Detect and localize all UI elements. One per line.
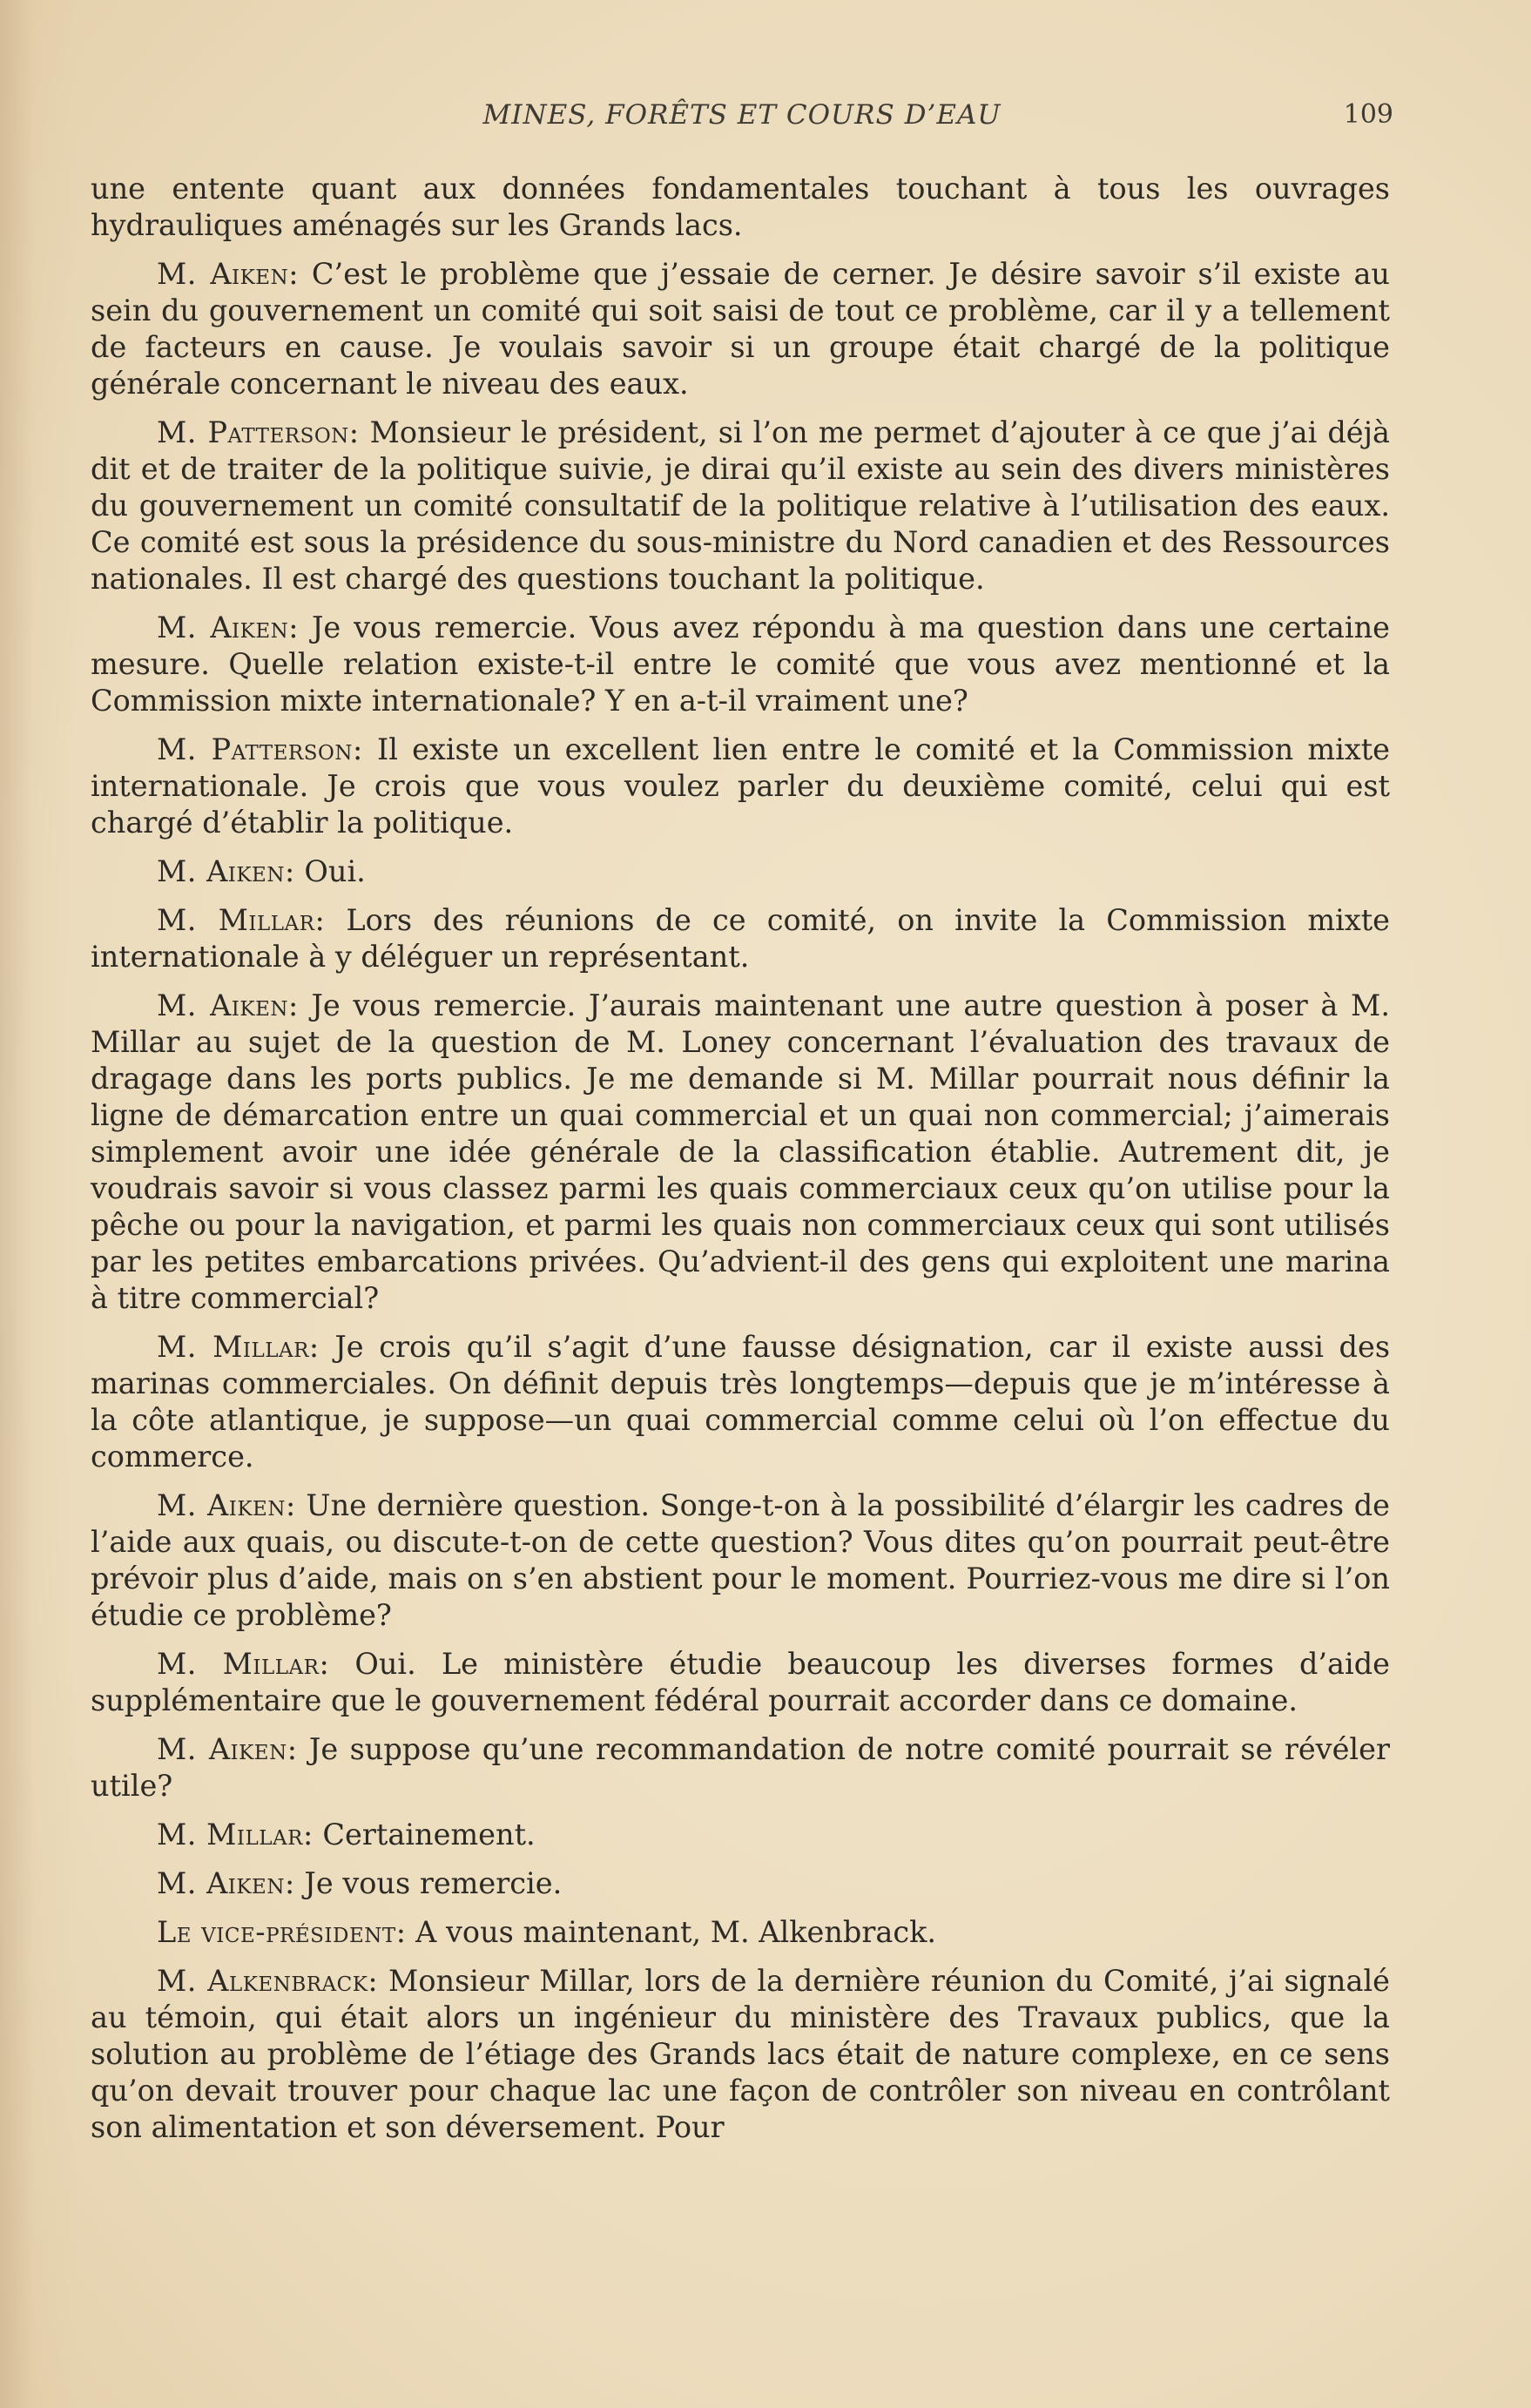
speaker-name: M. Millar: bbox=[157, 1818, 314, 1852]
running-title: MINES, FORÊTS ET COURS D’EAU bbox=[482, 99, 1002, 131]
paragraph-text: Lors des réunions de ce comité, on invite la Commission mixte internationale à y déléguer un représentant. bbox=[91, 903, 1390, 974]
paragraph-patterson bbox=[91, 415, 1390, 597]
paragraph-alkenbrack bbox=[91, 1963, 1390, 2146]
page-number: 109 bbox=[1343, 99, 1393, 130]
paragraph-text: Je crois qu’il s’agit d’une fausse désignation, car il existe aussi des marinas commerciales. On définit depuis très longtemps—depuis que je m’intéresse à la côte atlantique, je suppose—un quai commercial comme celui où l’on effectue du commerce. bbox=[91, 1330, 1391, 1474]
paragraph-aiken bbox=[91, 1731, 1390, 1804]
paragraph-patterson bbox=[91, 732, 1390, 841]
speaker-name: M. Aiken: bbox=[157, 610, 300, 644]
paragraph-text: Je vous remercie. bbox=[294, 1866, 563, 1900]
paragraph-aiken bbox=[91, 610, 1390, 719]
speaker-name: M. Millar: bbox=[157, 1647, 330, 1681]
paragraph-text: C’est le problème que j’essaie de cerner. Je désire savoir s’il existe au sein du gouvernement un comité qui soit saisi de tout ce problème, car il y a tellement de facteurs en cause. Je voulais savoir si un groupe était chargé de la politique générale concernant le niveau des eaux. bbox=[91, 257, 1390, 401]
speaker-name: M. Aiken: bbox=[157, 854, 295, 888]
paragraph-text: Il existe un excellent lien entre le comité et la Commission mixte internationale. Je crois que vous voulez parler du deuxième comité, celui qui est chargé d’établir la politique. bbox=[91, 732, 1390, 840]
paragraph-text: Je vous remercie. J’aurais maintenant une autre question à poser à M. Millar au sujet de la question de M. Loney concernant l’évaluation des travaux de dragage dans les ports publics. Je me demande si M. Millar pourrait nous définir la ligne de démarcation entre un quai commercial et un quai non commercial; j’aimerais simplement avoir une idée générale de la classification établie. Autrement dit, je voudrais savoir si vous classez parmi les quais commerciaux ceux qu’on utilise pour la pêche ou pour la navigation, et parmi les quais non commerciaux ceux qui sont utilisés par les petites embarcations privées. Qu’advient-il des gens qui exploitent une marina à titre commercial? bbox=[91, 988, 1390, 1315]
paragraph-aiken bbox=[91, 1865, 1390, 1902]
paragraph-text: Je suppose qu’une recommandation de notre comité pourrait se révéler utile? bbox=[91, 1732, 1390, 1803]
body-text bbox=[91, 171, 1390, 2158]
paragraph-text: Oui. Le ministère étudie beaucoup les diverses formes d’aide supplémentaire que le gouvernement fédéral pourrait accorder dans ce domaine. bbox=[91, 1647, 1390, 1717]
speaker-name: M. Millar: bbox=[157, 1330, 320, 1364]
speaker-name: M. Aiken: bbox=[157, 1488, 296, 1522]
paragraph-aiken bbox=[91, 988, 1390, 1317]
paragraph-text: une entente quant aux données fondamentales touchant à tous les ouvrages hydrauliques aménagés sur les Grands lacs. bbox=[91, 172, 1390, 242]
speaker-name: M. Aiken: bbox=[157, 257, 300, 291]
speaker-name: M. Patterson: bbox=[157, 732, 363, 766]
page-header bbox=[91, 94, 1393, 138]
paragraph-aiken bbox=[91, 853, 1390, 890]
paragraph-aiken bbox=[91, 1487, 1390, 1634]
paragraph-aiken bbox=[91, 256, 1390, 402]
paragraph-text: Une dernière question. Songe-t-on à la possibilité d’élargir les cadres de l’aide aux quais, ou discute-t-on de cette question? Vous dites qu’on pourrait peut-être prévoir plus d’aide, mais on s’en abstient pour le moment. Pourriez-vous me dire si l’on étudie ce problème? bbox=[91, 1488, 1391, 1632]
speaker-name: M. Alkenbrack: bbox=[157, 1964, 379, 1998]
paragraph-continuation bbox=[91, 171, 1390, 244]
speaker-name: M. Aiken: bbox=[157, 988, 299, 1022]
paragraph-text: Oui. bbox=[294, 854, 366, 888]
paragraph-millar bbox=[91, 1329, 1390, 1475]
paragraph-text: Je vous remercie. Vous avez répondu à ma question dans une certaine mesure. Quelle relation existe-t-il entre le comité que vous avez mentionné et la Commission mixte internationale? Y en a-t-il vraiment une? bbox=[91, 610, 1390, 718]
paragraph-vice-president bbox=[91, 1914, 1390, 1951]
speaker-name: M. Patterson: bbox=[157, 415, 360, 449]
paragraph-text: Monsieur le président, si l’on me permet d’ajouter à ce que j’ai déjà dit et de traiter de la politique suivie, je dirai qu’il existe au sein des divers ministères du gouvernement un comité consultatif de la politique relative à l’utilisation des eaux. Ce comité est sous la présidence du sous-ministre du Nord canadien et des Ressources nationales. Il est chargé des questions touchant la politique. bbox=[91, 415, 1390, 596]
paragraph-millar bbox=[91, 1817, 1390, 1853]
paragraph-millar bbox=[91, 902, 1390, 975]
paragraph-millar bbox=[91, 1646, 1390, 1719]
speaker-name: M. Aiken: bbox=[157, 1866, 295, 1900]
speaker-name: M. Millar: bbox=[157, 903, 326, 937]
paragraph-text: Certainement. bbox=[313, 1818, 536, 1852]
paragraph-text: A vous maintenant, M. Alkenbrack. bbox=[406, 1915, 937, 1949]
paragraph-text: Monsieur Millar, lors de la dernière réunion du Comité, j’ai signalé au témoin, qui était alors un ingénieur du ministère des Travaux publics, que la solution au problème de l’étiage des Grands lacs était de nature complexe, en ce sens qu’on devait trouver pour chaque lac une façon de contrôler son niveau en contrôlant son alimentation et son déversement. Pour bbox=[91, 1964, 1390, 2144]
speaker-name: Le vice-président: bbox=[157, 1915, 407, 1949]
speaker-name: M. Aiken: bbox=[157, 1732, 298, 1766]
